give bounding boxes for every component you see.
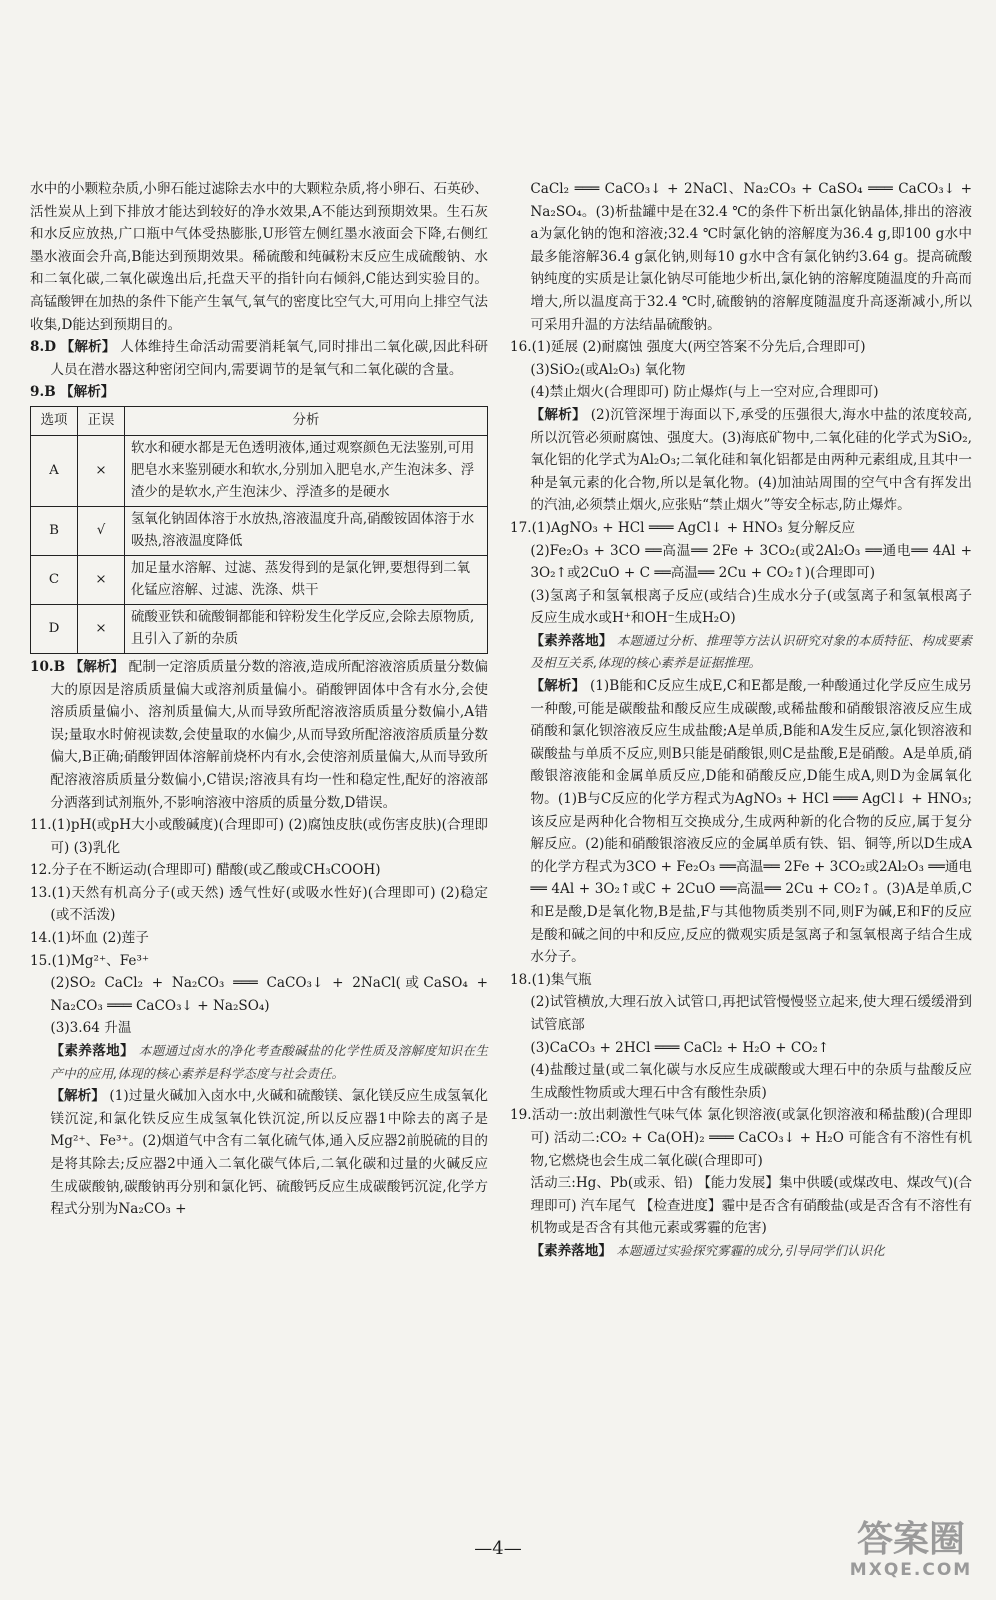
q19-literacy-text: 本题通过实验探究雾霾的成分,引导同学们认识化 [616,1242,885,1258]
answer-q9 [30,381,488,404]
watermark-url: MXQE.COM [849,1560,973,1580]
answer-q19-part2: 活动三:Hg、Pb(或汞、铅) 【能力发展】集中供暖(或煤改电、煤改气)(合理即可) 汽车尾气 【检查进度】霾中是否含有硝酸盐(或是否含有不溶性有机物或是否含有其他元素或雾霾的危害) [530,1175,972,1237]
table-row [31,555,488,604]
paragraph-q15-continued: CaCl₂ ═══ CaCO₃↓ + 2NaCl、Na₂CO₃ + CaSO₄ ═══ CaCO₃↓ + Na₂SO₄。(3)析盐罐中是在32.4 ℃的条件下析出氯化钠晶体,排出的溶液a为氯化钠的饱和溶液;32.4 ℃时氯化钠的溶解度为36.4 g,即100 g水中最多能溶解36.4 g氯化钠,则每10 g水中含有氯化钠约3.64 g。提高硫酸钠纯度的实质是让氯化钠尽可能地少析出,氯化钠的溶解度随温度的升高而增大,所以温度高于32.4 ℃时,硫酸钠的溶解度随温度升高逐渐减小,所以可采用升温的方法结晶硫酸钠。 [530,181,972,333]
q15-literacy-text: 本题通过卤水的净化考查酸碱盐的化学性质及溶解度知识在生产中的应用,体现的核心素养是科学态度与社会责任。 [50,1043,489,1081]
page-number: —4— [474,1538,522,1559]
table-cell-option: A [31,435,78,506]
left-column [30,178,488,1221]
table-cell-analysis: 加足量水溶解、过滤、蒸发得到的是氯化钾,要想得到二氧化锰应溶解、过滤、洗涤、烘干 [125,555,488,604]
answer-q18-part2: (2)试管横放,大理石放入试管口,再把试管慢慢竖立起来,使大理石缓缓滑到试管底部 [530,994,972,1033]
answer-q17-part3: (3)氢离子和氢氧根离子反应(或结合)生成水分子(或氢离子和氢氧根离子反应生成水或H⁺和OH⁻生成H₂O) [530,587,972,627]
q8-number: 8.D [30,339,56,356]
q17-literacy-tag: 【素养落地】 [530,632,613,649]
answer-q18-part3: (3)CaCO₃ + 2HCl ═══ CaCl₂ + H₂O + CO₂↑ [530,1039,830,1056]
table-cell-option: B [31,506,78,555]
q17-analysis-tag: 【解析】 [530,678,586,695]
answer-q17-part1: 17.(1)AgNO₃ + HCl ═══ AgCl↓ + HNO₃ 复分解反应 [510,519,856,536]
q19-literacy-note [510,1240,972,1263]
q10-number: 10.B [30,658,66,675]
q8-analysis-tag: 【解析】 [60,339,116,356]
answer-q19-part1: 19.活动一:放出刺激性气味气体 氯化钡溶液(或氯化钡溶液和稀盐酸)(合理即可) 活动二:CO₂ + Ca(OH)₂ ═══ CaCO₃↓ + H₂O 可能含有不溶性有机物,它燃烧也会生成二氧化碳(合理即可) [510,1107,972,1169]
table-row [31,435,488,506]
table-row [31,506,488,555]
table-cell-mark: × [78,435,125,506]
q19-literacy-tag: 【素养落地】 [530,1242,612,1259]
answer-q16-part2: (3)SiO₂(或Al₂O₃) 氧化物 [530,361,686,378]
table-header-analysis: 分析 [125,406,488,435]
q15-literacy-note [30,1040,488,1085]
q17-analysis-text: (1)B能和C反应生成E,C和E都是酸,一种酸通过化学反应生成另一种酸,可能是碳酸盐和酸反应生成碳酸,或稀盐酸和硝酸银溶液反应生成硝酸和氯化钡溶液反应生成盐酸;A是单质,B能和A发生反应,氯化钡溶液和碳酸盐与单质不反应,则B只能是硝酸银,则C是盐酸,E是硝酸。A是单质,硝酸银溶液能和金属单质反应,D能和硝酸反应,D能生成A,则D为金属氧化物。(1)B与C反应的化学方程式为AgNO₃ + HCl ═══ AgCl↓ + HNO₃;该反应是两种化合物相互交换成分,生成两种新的化合物的反应,属于复分解反应。(2)能和硝酸银溶液反应的金属单质有铁、铝、铜等,所以D生成A的化学方程式为3CO + Fe₂O₃ ══高温══ 2Fe + 3CO₂或2Al₂O₃ ══通电══ 4Al + 3O₂↑或C + 2CuO ══高温══ 2Cu + CO₂↑。(3)A是单质,C和E是酸,D是氧化物,B是盐,F与其他物质类别不同,则F为碱,E和F的反应是酸和碱之间的中和反应,反应的微观实质是氢离子和氢氧根离子结合生成水分子。 [530,678,972,966]
watermark-title: 答案圈 [856,1519,965,1560]
table-cell-analysis: 氢氧化钠固体溶于水放热,溶液温度升高,硝酸铵固体溶于水吸热,溶液温度降低 [125,506,488,555]
answer-q17-part2: (2)Fe₂O₃ + 3CO ══高温══ 2Fe + 3CO₂(或2Al₂O₃ ══通电══ 4Al + 3O₂↑或2CuO + C ══高温══ 2Cu + CO₂↑)(合理即可) [530,542,972,582]
right-column [510,178,972,1263]
answer-q12: 12.分子在不断运动(合理即可) 醋酸(或乙酸或CH₃COOH) [30,862,381,879]
answer-q15-part1: 15.(1)Mg²⁺、Fe³⁺ [30,952,150,969]
answer-q18-part1: 18.(1)集气瓶 [510,971,592,988]
watermark-logo [836,1520,986,1592]
answer-q10 [30,656,488,814]
table-cell-mark: × [78,604,125,653]
q17-analysis [510,675,972,969]
table-cell-option: C [31,555,78,604]
table-row [31,604,488,653]
analysis-table [30,406,488,654]
q9-number: 9.B [30,384,56,401]
q10-analysis-tag: 【解析】 [69,658,125,675]
q17-literacy-note [510,630,972,675]
answer-q11: 11.(1)pH(或pH大小或酸碱度)(合理即可) (2)腐蚀皮肤(或伤害皮肤)(合理即可) (3)乳化 [30,817,488,856]
table-cell-analysis: 软水和硬水都是无色透明液体,通过观察颜色无法鉴别,可用肥皂水来鉴别硬水和软水,分别加入肥皂水,产生泡沫多、浮渣少的是软水,产生泡沫少、浮渣多的是硬水 [125,435,488,506]
q10-text: 配制一定溶质质量分数的溶液,造成所配溶液溶质质量分数偏大的原因是溶质质量偏大或溶剂质量偏小。硝酸钾固体中含有水分,会使溶质质量偏小、溶剂质量偏大,从而导致所配溶液溶质质量分数偏小,A错误;量取水时俯视读数,会使量取的水偏少,从而导致所配溶液溶质质量分数偏大,B正确;硝酸钾固体溶解前烧杯内有水,会使溶剂质量偏大,从而导致所配溶液溶质质量分数偏小,C错误;溶液具有均一性和稳定性,配好的溶液部分洒落到试剂瓶外,不影响溶液中溶质的质量分数,D错误。 [50,658,488,811]
table-header-judgement: 正误 [78,406,125,435]
answer-q18-part4: (4)盐酸过量(或二氧化碳与水反应生成碳酸或大理石中的杂质与盐酸反应生成酸性物质或大理石中含有酸性杂质) [530,1062,972,1101]
paragraph-q7-continued: 水中的小颗粒杂质,小卵石能过滤除去水中的大颗粒杂质,将小卵石、石英砂、活性炭从上到下排放才能达到较好的净水效果,A不能达到预期效果。生石灰和水反应放热,广口瓶中气体受热膨胀,U形管左侧红墨水液面会下降,右侧红墨水液面会升高,B能达到预期效果。稀硫酸和纯碱粉末反应生成硫酸钠、水和二氧化碳,二氧化碳逸出后,托盘天平的指针向右倾斜,C能达到实验目的。高锰酸钾在加热的条件下能产生氧气,氧气的密度比空气大,可用向上排空气法收集,D能达到预期目的。 [30,181,488,333]
answer-q16-part1: 16.(1)延展 (2)耐腐蚀 强度大(两空答案不分先后,合理即可) [510,339,866,356]
q15-analysis-tag: 【解析】 [50,1088,106,1105]
table-cell-option: D [31,604,78,653]
q8-text: 人体维持生命活动需要消耗氧气,同时排出二氧化碳,因此科研人员在潜水器这种密闭空间内,需要调节的是氧气和二氧化碳的含量。 [50,339,488,378]
table-cell-mark: × [78,555,125,604]
table-cell-mark: √ [78,506,125,555]
answer-q15-part3: (3)3.64 升温 [50,1020,132,1037]
q17-literacy-text: 本题通过分析、推理等方法认识研究对象的本质特征、构成要素及相互关系,体现的核心素养是证据推理。 [530,632,973,671]
answer-q16-part3: (4)禁止烟火(合理即可) 防止爆炸(与上一空对应,合理即可) [530,384,879,401]
q9-analysis-tag: 【解析】 [60,384,115,401]
table-header-option: 选项 [31,406,78,435]
q15-analysis [30,1085,488,1221]
answer-q15-part2: (2)SO₂ CaCl₂ + Na₂CO₃ ═══ CaCO₃↓ + 2NaCl(或CaSO₄ + Na₂CO₃ ═══ CaCO₃↓ + Na₂SO₄) [50,975,488,1014]
answer-q13: 13.(1)天然有机高分子(或天然) 透气性好(或吸水性好)(合理即可) (2)稳定(或不活泼) [30,884,488,924]
q16-analysis-text: (2)沉管深埋于海面以下,承受的压强很大,海水中盐的浓度较高,所以沉管必须耐腐蚀、强度大。(3)海底矿物中,二氧化硅的化学式为SiO₂,氧化铝的化学式为Al₂O₃;二氧化硅和氧化铝都是由两种元素组成,且其中一种是氧元素的化合物,所以是氧化物。(4)加油站周围的空气中含有挥发出的汽油,必须禁止烟火,应张贴“禁止烟火”等安全标志,防止爆炸。 [530,406,973,514]
q16-analysis-tag: 【解析】 [530,406,587,423]
q15-analysis-text: (1)过量火碱加入卤水中,火碱和硫酸镁、氯化镁反应生成氢氧化镁沉淀,和氯化铁反应生成氢氧化铁沉淀,所以反应器1中除去的离子是Mg²⁺、Fe³⁺。(2)烟道气中含有二氧化硫气体,通入反应器2前脱硫的目的是将其除去;反应器2中通入二氧化碳气体后,二氧化碳和过量的火碱反应生成碳酸钠,碳酸钠再分别和氯化钙、硫酸钙反应生成碳酸钙沉淀,化学方程式分别为Na₂CO₃ + [50,1088,489,1218]
q15-literacy-tag: 【素养落地】 [50,1043,135,1060]
answer-q8 [30,336,488,381]
answer-q14: 14.(1)坏血 (2)莲子 [30,930,149,947]
table-header-row [31,406,488,435]
table-cell-analysis: 硫酸亚铁和硫酸铜都能和锌粉发生化学反应,会除去原物质,且引入了新的杂质 [125,604,488,653]
q16-analysis [510,404,972,517]
